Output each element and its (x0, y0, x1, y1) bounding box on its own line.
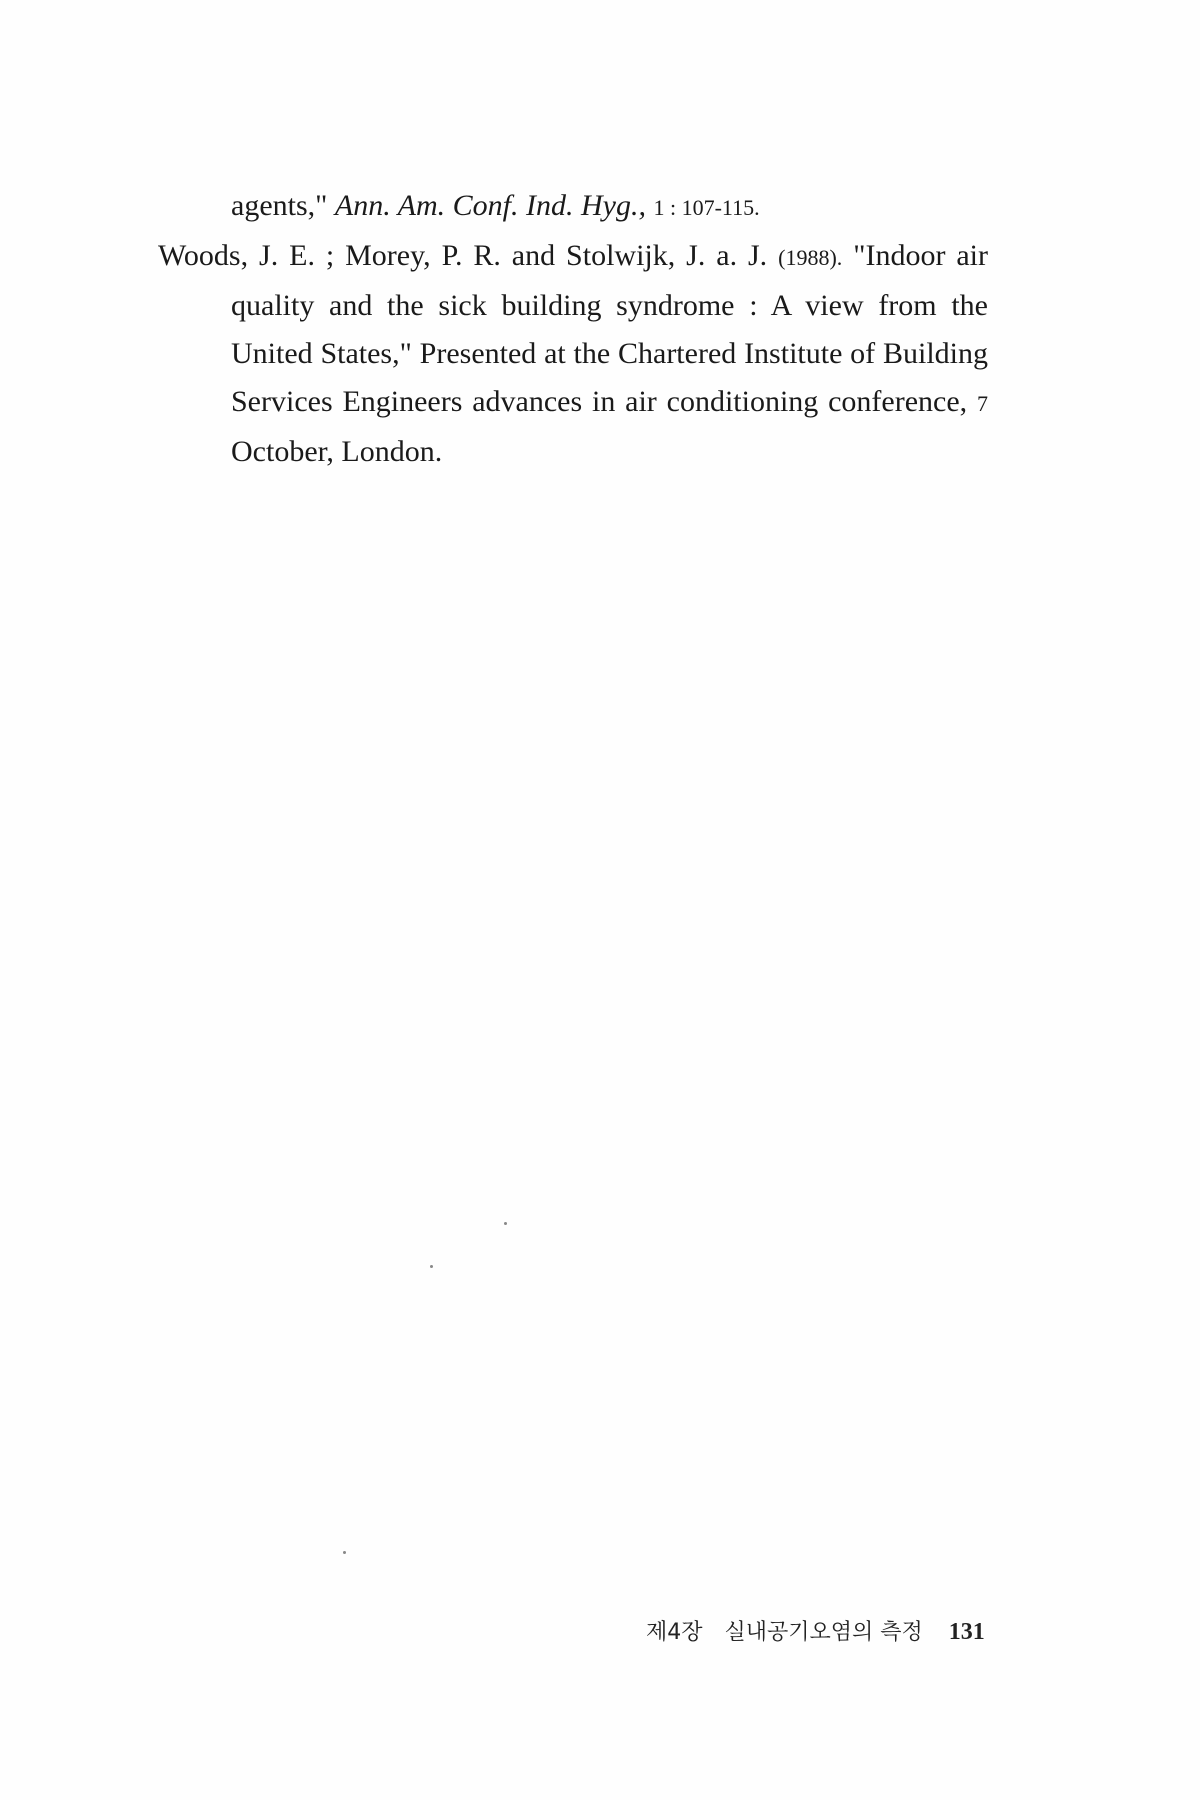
reference-continuation (158, 182, 988, 232)
reference-year: (1988). (778, 245, 843, 270)
reference-continuation-text: agents," (231, 189, 328, 222)
scan-speck (504, 1222, 507, 1225)
reference-authors: Woods, J. E. ; Morey, P. R. and Stolwijk, J. a. J. (158, 239, 768, 272)
footer-title: 실내공기오염의 측정 (724, 1620, 923, 1645)
page-number: 131 (948, 1619, 985, 1645)
journal-pages: 1 : 107-115. (653, 195, 760, 220)
reference-day: 7 (977, 391, 988, 416)
page-footer (646, 1615, 985, 1646)
footer-chapter: 제4장 (646, 1620, 703, 1645)
journal-title: Ann. Am. Conf. Ind. Hyg., (334, 189, 646, 222)
reference-tail: October, London. (231, 435, 443, 468)
scan-speck (343, 1551, 346, 1554)
scan-speck (430, 1265, 433, 1268)
reference-text: "Indoor air quality and the sick building syndrome : A view from the United States," Presented at the Chartered Institute of Building Services Engineers advances in air conditioning conference, (231, 239, 989, 418)
reference-list (158, 182, 988, 476)
reference-entry-woods (158, 232, 988, 476)
